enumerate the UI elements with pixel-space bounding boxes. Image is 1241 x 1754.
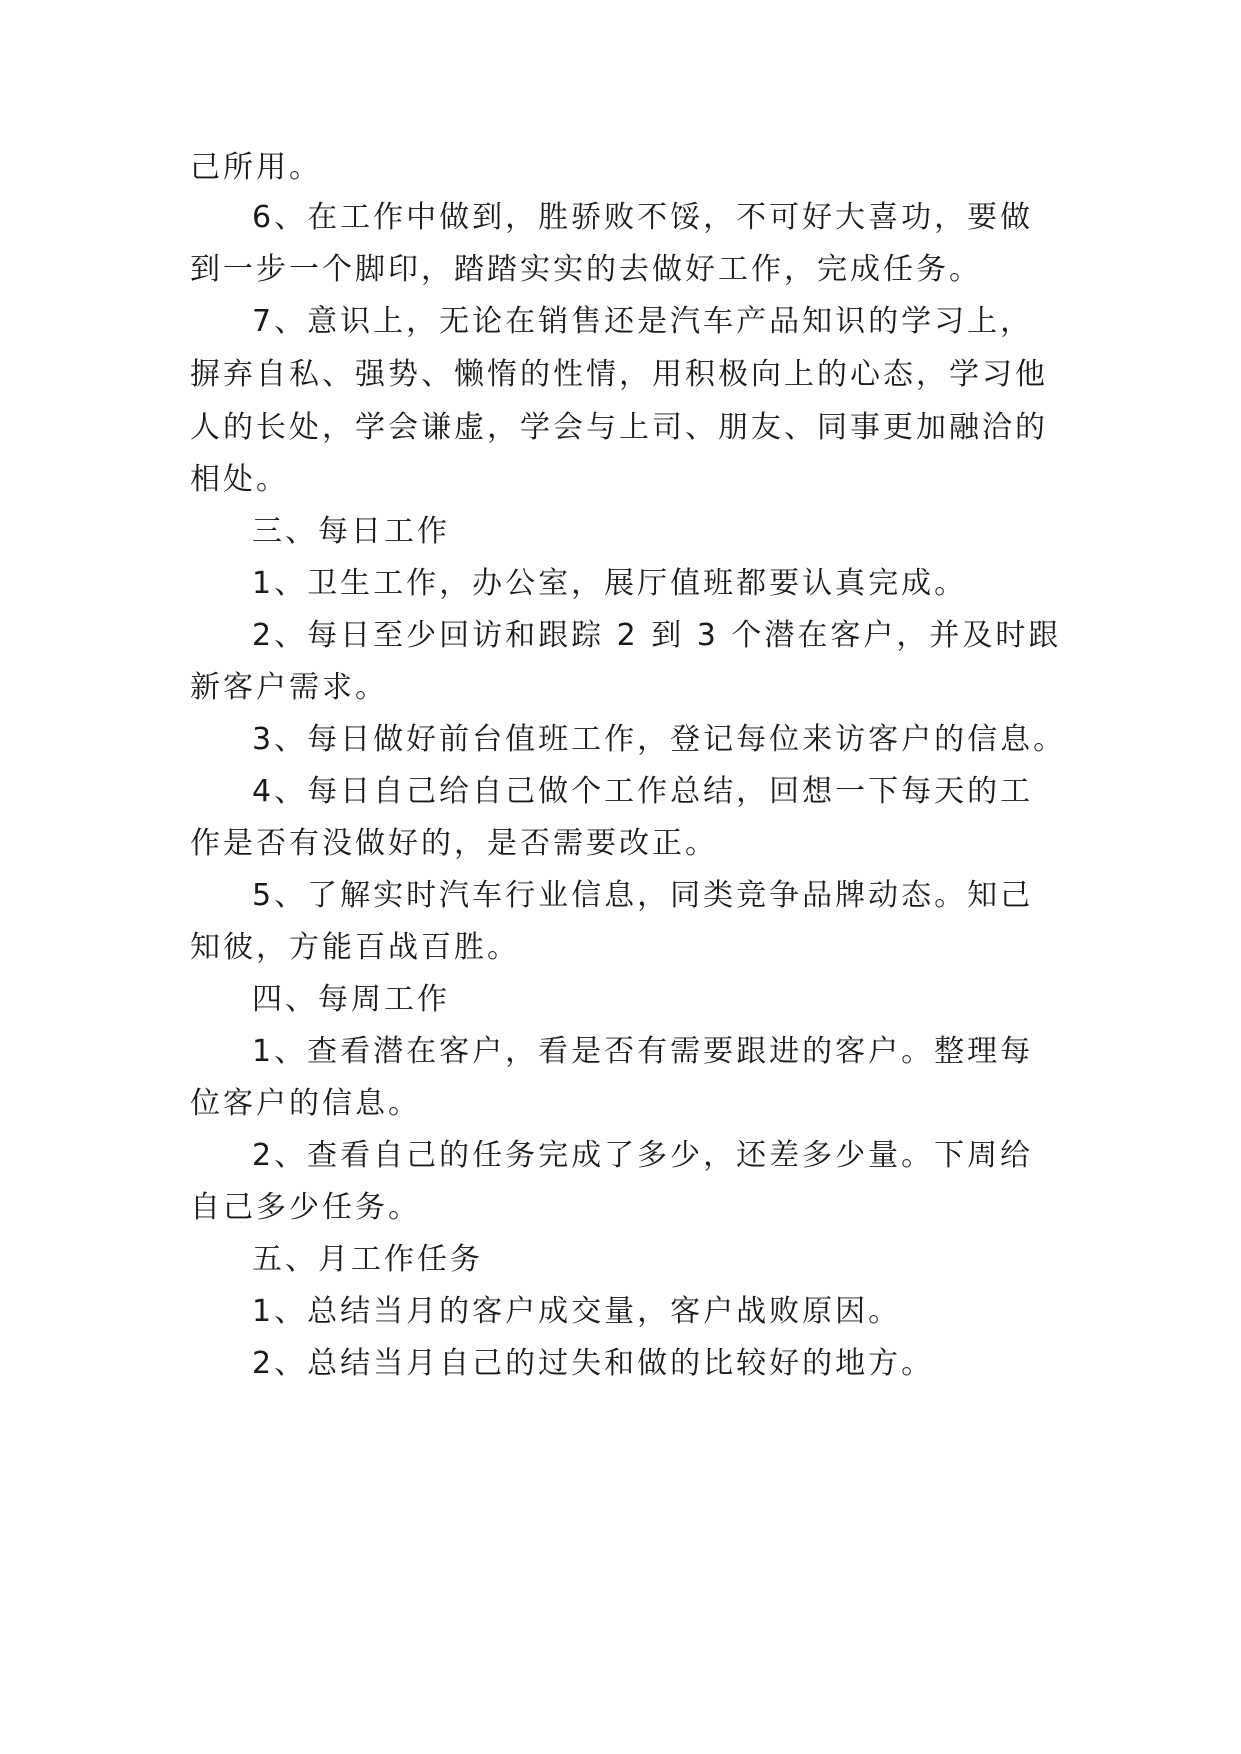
paragraph-line: 2、每日至少回访和跟踪 2 到 3 个潜在客户，并及时跟: [252, 618, 1062, 653]
paragraph-line: 4、每日自己给自己做个工作总结，回想一下每天的工: [252, 774, 1034, 809]
paragraph-line: 6、在工作中做到，胜骄败不馁，不可好大喜功，要做: [252, 200, 1034, 235]
paragraph-line: 3、每日做好前台值班工作，登记每位来访客户的信息。: [252, 722, 1067, 757]
paragraph-line: 位客户的信息。: [190, 1086, 421, 1121]
section-heading: 五、月工作任务: [252, 1242, 483, 1277]
paragraph-line: 到一步一个脚印，踏踏实实的去做好工作，完成任务。: [190, 252, 982, 287]
paragraph-line: 作是否有没做好的，是否需要改正。: [190, 826, 718, 861]
paragraph-line: 自己多少任务。: [190, 1190, 421, 1225]
paragraph-line: 己所用。: [190, 150, 322, 185]
paragraph-line: 7、意识上，无论在销售还是汽车产品知识的学习上，: [252, 304, 1034, 339]
paragraph-line: 新客户需求。: [190, 670, 388, 705]
paragraph-line: 2、总结当月自己的过失和做的比较好的地方。: [252, 1346, 935, 1381]
paragraph-line: 1、卫生工作，办公室，展厅值班都要认真完成。: [252, 566, 968, 601]
paragraph-line: 2、查看自己的任务完成了多少，还差多少量。下周给: [252, 1138, 1034, 1173]
paragraph-line: 人的长处，学会谦虚，学会与上司、朋友、同事更加融洽的: [190, 410, 1048, 445]
paragraph-line: 知彼，方能百战百胜。: [190, 930, 520, 965]
section-heading: 四、每周工作: [252, 982, 450, 1017]
paragraph-line: 摒弃自私、强势、懒惰的性情，用积极向上的心态，学习他: [190, 357, 1048, 392]
paragraph-line: 相处。: [190, 462, 289, 497]
paragraph-line: 1、查看潜在客户，看是否有需要跟进的客户。整理每: [252, 1034, 1034, 1069]
paragraph-line: 1、总结当月的客户成交量，客户战败原因。: [252, 1294, 902, 1329]
section-heading: 三、每日工作: [252, 514, 450, 549]
paragraph-line: 5、了解实时汽车行业信息，同类竞争品牌动态。知己: [252, 878, 1034, 913]
